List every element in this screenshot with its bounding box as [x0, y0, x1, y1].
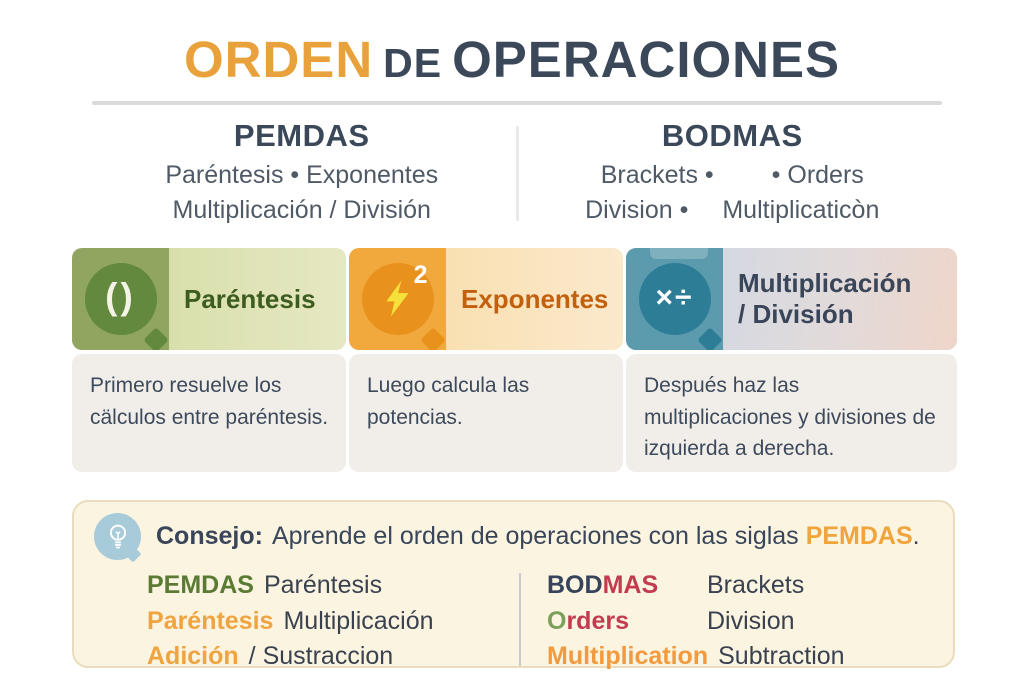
legend-row: Paréntesis Multiplicación [147, 606, 434, 635]
card-mult-div-header [626, 248, 957, 350]
card-exponentes-body [349, 354, 623, 472]
pemdas-line1: Paréntesis • Exponentes [165, 161, 439, 189]
pemdas-line2: Multiplicación / División [172, 195, 431, 224]
lightning-exponent-icon [349, 248, 446, 350]
lightning-bolt-icon [384, 280, 412, 318]
card-parentesis [72, 248, 346, 472]
tip-header [94, 513, 953, 560]
card-mult-div-body [626, 354, 957, 472]
legend-row: Orders Division [547, 606, 795, 635]
pemdas-column [88, 118, 516, 227]
pemdas-legend [147, 569, 519, 676]
tip-sentence: Consejo: Aprende el orden de operaciones con las siglas PEMDAS. [156, 522, 920, 550]
acronym-intro [88, 118, 946, 227]
legend-divider [519, 573, 521, 666]
bodmas-line1 [519, 158, 947, 193]
title-orden: ORDEN [183, 31, 374, 88]
card-exponentes-label: Exponentes [461, 283, 609, 314]
legend-row: BODMAS Brackets [547, 571, 805, 599]
card-parentesis-text: Primero resuelve los cälculos entre paréntesis. [90, 374, 329, 429]
bodmas-column [519, 118, 947, 227]
bodmas-line2 [519, 193, 947, 228]
card-parentesis-header [72, 248, 346, 350]
card-exponentes [349, 248, 623, 472]
lightbulb-icon [94, 513, 141, 560]
pemdas-heading: PEMDAS [233, 118, 370, 153]
tip-text: Aprende el orden de operaciones con las siglas [271, 522, 799, 550]
card-exponentes-text: Luego calcula las potencias. [367, 374, 530, 429]
bodmas-line2-right: Multiplicaticòn [722, 195, 880, 224]
card-exponentes-header [349, 248, 623, 350]
page-title [0, 30, 1024, 89]
tip-highlight-pemdas: PEMDAS [805, 522, 913, 550]
card-parentesis-label: Paréntesis [184, 283, 316, 314]
title-operaciones: OPERACIONES [452, 31, 841, 88]
steps-row [72, 248, 957, 472]
bodmas-legend [547, 569, 845, 676]
tip-box [72, 500, 955, 668]
multiply-divide-glyph: ×÷ [655, 281, 694, 314]
bodmas-line1-left: Brackets • [600, 161, 714, 189]
parentheses-glyph: () [105, 276, 136, 317]
card-mult-div [626, 248, 957, 472]
tip-heading: Consejo: [156, 522, 263, 550]
multiply-divide-icon [626, 248, 723, 350]
legend-row: Adición / Sustraccion [147, 642, 394, 670]
title-underline [92, 101, 942, 105]
icon-tab-decoration [650, 248, 708, 259]
bodmas-line1-right: • Orders [771, 161, 864, 189]
card-parentesis-body [72, 354, 346, 472]
card-mult-div-text: Después haz las multiplicaciones y divisiones de izquierda a derecha. [644, 374, 936, 460]
tip-legends [74, 569, 953, 676]
legend-row: PEMDAS Paréntesis [147, 571, 383, 599]
parentheses-icon [72, 248, 169, 350]
card-mult-div-label: Multiplicación / División [738, 268, 912, 329]
legend-row: Multiplication Subtraction [547, 642, 845, 670]
bodmas-heading: BODMAS [661, 118, 803, 153]
exponent-2: 2 [413, 261, 428, 289]
bodmas-line2-left: Division • [585, 195, 689, 224]
title-de: DE [383, 40, 443, 86]
